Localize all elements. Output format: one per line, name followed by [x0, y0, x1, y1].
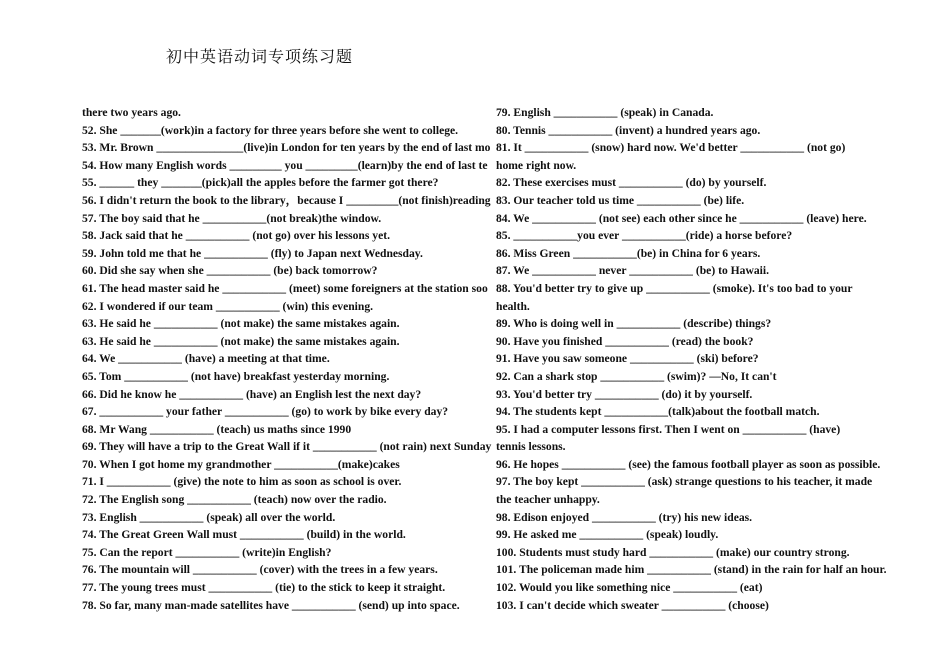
exercise-line: 59. John told me that he ___________ (fly) to Japan next Wednesday.: [82, 246, 423, 260]
exercise-line: 64. We ___________ (have) a meeting at that time.: [82, 352, 330, 366]
right-column: [496, 104, 926, 614]
exercise-line: 76. The mountain will ___________ (cover) with the trees in a few years.: [82, 563, 438, 577]
exercise-line: 53. Mr. Brown _______________(live)in London for ten years by the end of last mo: [82, 141, 491, 155]
exercise-line: 61. The head master said he ___________ (meet) some foreigners at the station soo: [82, 281, 488, 295]
exercise-line: 92. Can a shark stop ___________ (swim)? —No, It can't: [496, 369, 777, 383]
exercise-line: 84. We ___________ (not see) each other since he ___________ (leave) here.: [496, 211, 867, 225]
exercise-line: 85. ___________you ever ___________(ride) a horse before?: [496, 229, 793, 243]
exercise-line: 69. They will have a trip to the Great Wall if it ___________ (not rain) next Sunday: [82, 440, 492, 454]
exercise-line: 79. English ___________ (speak) in Canada.: [496, 106, 714, 119]
exercise-line: 63. He said he ___________ (not make) the same mistakes again.: [82, 334, 400, 348]
exercise-line: 71. I ___________ (give) the note to him as soon as school is over.: [82, 475, 402, 489]
exercise-line: 96. He hopes ___________ (see) the famous football player as soon as possible.: [496, 457, 881, 471]
exercise-line: 100. Students must study hard ___________ (make) our country strong.: [496, 545, 850, 559]
exercise-line: 81. It ___________ (snow) hard now. We'd better ___________ (not go): [496, 141, 846, 155]
exercise-line: 63. He said he ___________ (not make) the same mistakes again.: [82, 317, 400, 331]
exercise-line: 90. Have you finished ___________ (read) the book?: [496, 334, 754, 348]
exercise-line: 89. Who is doing well in ___________ (describe) things?: [496, 317, 772, 331]
exercise-line: 68. Mr Wang ___________ (teach) us maths since 1990: [82, 422, 352, 436]
exercise-line: 101. The policeman made him ___________ (stand) in the rain for half an hour.: [496, 563, 887, 577]
exercise-line: 55. ______ they _______(pick)all the apples before the farmer got there?: [82, 176, 439, 190]
exercise-line: 88. You'd better try to give up ___________ (smoke). It's too bad to your: [496, 281, 853, 295]
exercise-line: 62. I wondered if our team ___________ (win) this evening.: [82, 299, 374, 313]
exercise-line: 94. The students kept ___________(talk)about the football match.: [496, 405, 820, 419]
exercise-line: home right now.: [496, 158, 577, 172]
exercise-line: 97. The boy kept ___________ (ask) strange questions to his teacher, it made: [496, 475, 873, 489]
exercise-line: 75. Can the report ___________ (write)in English?: [82, 545, 332, 559]
exercise-line: 58. Jack said that he ___________ (not go) over his lessons yet.: [82, 229, 390, 243]
exercise-line: 102. Would you like something nice ___________ (eat): [496, 581, 763, 595]
exercise-line: tennis lessons.: [496, 440, 566, 454]
exercise-line: 78. So far, many man-made satellites have ___________ (send) up into space.: [82, 598, 460, 612]
exercise-line: 93. You'd better try ___________ (do) it by yourself.: [496, 387, 753, 401]
exercise-line: 74. The Great Green Wall must ___________ (build) in the world.: [82, 528, 406, 542]
exercise-line: 66. Did he know he ___________ (have) an English lest the next day?: [82, 387, 422, 401]
exercise-line: 65. Tom ___________ (not have) breakfast yesterday morning.: [82, 369, 390, 383]
exercise-line: 73. English ___________ (speak) all over the world.: [82, 510, 336, 524]
exercise-line: 87. We ___________ never ___________ (be) to Hawaii.: [496, 264, 769, 278]
exercise-line: 54. How many English words _________ you _________(learn)by the end of last te: [82, 158, 488, 172]
exercise-line: 95. I had a computer lessons first. Then I went on ___________ (have): [496, 422, 841, 436]
exercise-line: 86. Miss Green ___________(be) in China for 6 years.: [496, 246, 761, 260]
exercise-line: 91. Have you saw someone ___________ (ski) before?: [496, 352, 759, 366]
exercise-line: 52. She _______(work)in a factory for three years before she went to college.: [82, 123, 459, 137]
exercise-line: 98. Edison enjoyed ___________ (try) his new ideas.: [496, 510, 753, 524]
exercise-line: 60. Did she say when she ___________ (be) back tomorrow?: [82, 264, 378, 278]
exercise-line: 103. I can't decide which sweater ___________ (choose): [496, 598, 769, 612]
exercise-line: 67. ___________ your father ___________ (go) to work by bike every day?: [82, 405, 449, 419]
exercise-line: 57. The boy said that he ___________(not break)the window.: [82, 211, 382, 225]
exercise-line: health.: [496, 299, 530, 313]
exercise-line: 77. The young trees must ___________ (tie) to the stick to keep it straight.: [82, 581, 446, 595]
exercise-line: 70. When I got home my grandmother ___________(make)cakes: [82, 457, 400, 471]
exercise-line: there two years ago.: [82, 106, 181, 119]
exercise-line: 56. I didn't return the book to the library，because I _________(not finish)reading: [82, 193, 491, 207]
exercise-line: the teacher unhappy.: [496, 493, 600, 507]
exercise-line: 72. The English song ___________ (teach) now over the radio.: [82, 493, 387, 507]
exercise-line: 99. He asked me ___________ (speak) loudly.: [496, 528, 719, 542]
exercise-line: 80. Tennis ___________ (invent) a hundred years ago.: [496, 123, 761, 137]
exercise-line: 83. Our teacher told us time ___________ (be) life.: [496, 193, 745, 207]
page-title: 初中英语动词专项练习题: [166, 47, 354, 66]
exercise-line: 82. These exercises must ___________ (do) by yourself.: [496, 176, 767, 190]
